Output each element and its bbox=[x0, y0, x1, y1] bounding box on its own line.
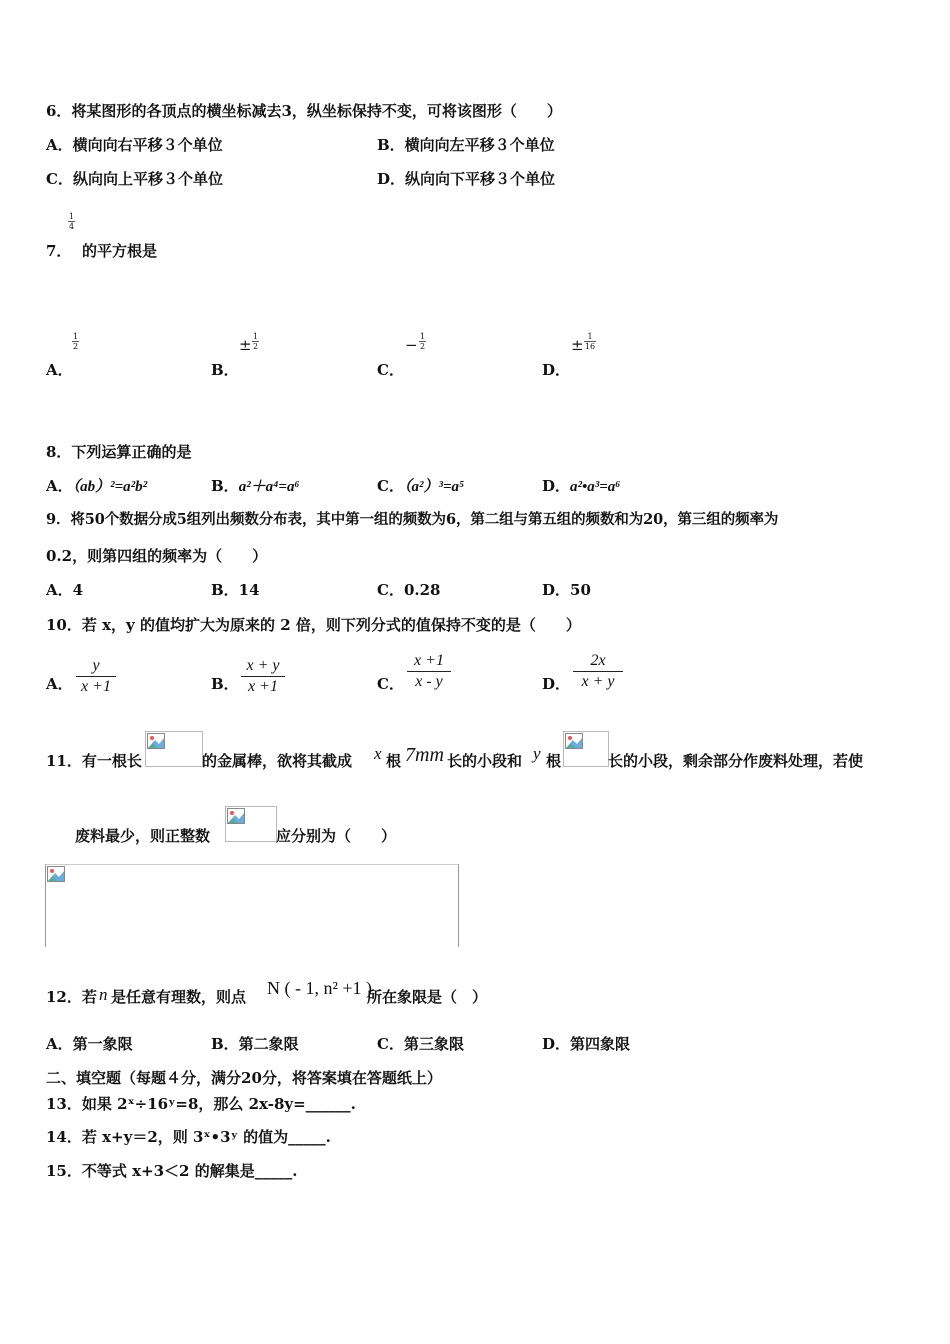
q8-option-b: B．a²＋a⁴=a⁶ bbox=[211, 477, 300, 495]
q8-option-d: D．a²•a³=a⁶ bbox=[542, 477, 621, 495]
q7-option-c-letter: C． bbox=[377, 361, 404, 379]
q7-option-d-letter: D． bbox=[542, 361, 571, 379]
q12-text-2: 是任意有理数，则点 bbox=[111, 988, 247, 1006]
q10-option-c-fraction: x +1 x - y bbox=[407, 651, 451, 692]
section-2-title: 二、填空题（每题４分，满分20分，将答案填在答题纸上） bbox=[46, 1069, 442, 1087]
q12-var-n: n bbox=[99, 985, 108, 1004]
q7-option-b-letter: B． bbox=[211, 361, 239, 379]
q11-text-2: 的金属棒，欲将其截成 bbox=[202, 752, 353, 770]
q11-line2-text-1: 废料最少，则正整数 bbox=[75, 827, 211, 845]
q15: 15．不等式 x+3＜2 的解集是_____. bbox=[46, 1162, 298, 1180]
q9-option-c: C．0.28 bbox=[377, 581, 441, 599]
q6-stem: 6．将某图形的各顶点的横坐标减去3，纵坐标保持不变，可将该图形（ ） bbox=[46, 102, 562, 120]
q9-option-a: A．4 bbox=[46, 581, 84, 599]
broken-image-icon bbox=[227, 808, 245, 824]
q11-line2-text-2: 应分别为（ ） bbox=[276, 827, 397, 845]
q9-option-b: B．14 bbox=[211, 581, 260, 599]
q12-text-1: 12．若 bbox=[46, 988, 97, 1006]
q11-broken-image-short bbox=[563, 731, 609, 767]
q10-option-b-fraction: x + y x +1 bbox=[241, 656, 285, 697]
q10-option-d-letter: D． bbox=[542, 675, 571, 693]
q9-stem-line2: 0.2，则第四组的频率为（ ） bbox=[46, 547, 268, 565]
q11-text-6: 长的小段，剩余部分作废料处理，若使 bbox=[608, 752, 864, 770]
q11-length-7mm: 7mm bbox=[405, 744, 444, 766]
q11-text-1: 11．有一根长 bbox=[46, 752, 142, 770]
q11-var-y: y bbox=[533, 744, 541, 763]
broken-image-icon bbox=[147, 733, 165, 749]
q10-option-a-fraction: y x +1 bbox=[76, 656, 116, 697]
q6-option-a: A．横向向右平移３个单位 bbox=[46, 136, 223, 154]
q13: 13．如果 2ˣ÷16ʸ=8，那么 2x-8y=______. bbox=[46, 1095, 356, 1113]
q11-options-broken-image bbox=[45, 864, 459, 947]
q7-option-a-letter: A． bbox=[46, 361, 73, 379]
q11-broken-image-integers bbox=[225, 806, 277, 842]
q6-option-d: D．纵向向下平移３个单位 bbox=[377, 170, 556, 188]
q10-option-d-fraction: 2x x + y bbox=[573, 651, 623, 692]
q9-option-d: D．50 bbox=[542, 581, 591, 599]
q10-option-c-letter: C． bbox=[377, 675, 404, 693]
q12-point-expression: N ( - 1, n² +1 ) bbox=[267, 978, 373, 998]
broken-image-icon bbox=[565, 733, 583, 749]
q12-text-3: 所在象限是（ ） bbox=[367, 988, 488, 1006]
q14: 14．若 x+y＝2，则 3ˣ•3ʸ 的值为_____. bbox=[46, 1128, 331, 1146]
q6-option-c: C．纵向向上平移３个单位 bbox=[46, 170, 223, 188]
q9-stem-line1: 9．将50个数据分成5组列出频数分布表，其中第一组的频数为6，第二组与第五组的频数和为20，第三组的频率为 bbox=[46, 511, 779, 528]
q11-var-x: x bbox=[374, 744, 382, 763]
q11-text-5: 根 bbox=[546, 752, 562, 770]
q8-option-a: A．（ab）²=a²b² bbox=[46, 477, 148, 495]
q10-option-a-letter: A． bbox=[46, 675, 73, 693]
q7-stem: 的平方根是 bbox=[82, 242, 158, 260]
q10-stem: 10．若 x，y 的值均扩大为原来的 2 倍，则下列分式的值保持不变的是（ ） bbox=[46, 616, 581, 634]
q8-stem: 8．下列运算正确的是 bbox=[46, 443, 192, 461]
q7-number: 7． bbox=[46, 242, 72, 260]
q11-broken-image-length bbox=[145, 731, 203, 767]
q11-text-3: 根 bbox=[386, 752, 402, 770]
q12-option-b: B．第二象限 bbox=[211, 1035, 299, 1053]
q7-stem-fraction: 1 4 bbox=[68, 212, 75, 231]
q10-option-b-letter: B． bbox=[211, 675, 239, 693]
q12-option-a: A．第一象限 bbox=[46, 1035, 133, 1053]
q6-option-b: B．横向向左平移３个单位 bbox=[377, 136, 555, 154]
q8-option-c: C．（a²）³=a⁵ bbox=[377, 477, 465, 495]
broken-image-icon bbox=[47, 866, 65, 882]
q12-option-d: D．第四象限 bbox=[542, 1035, 631, 1053]
q11-text-4: 长的小段和 bbox=[447, 752, 523, 770]
q12-option-c: C．第三象限 bbox=[377, 1035, 464, 1053]
